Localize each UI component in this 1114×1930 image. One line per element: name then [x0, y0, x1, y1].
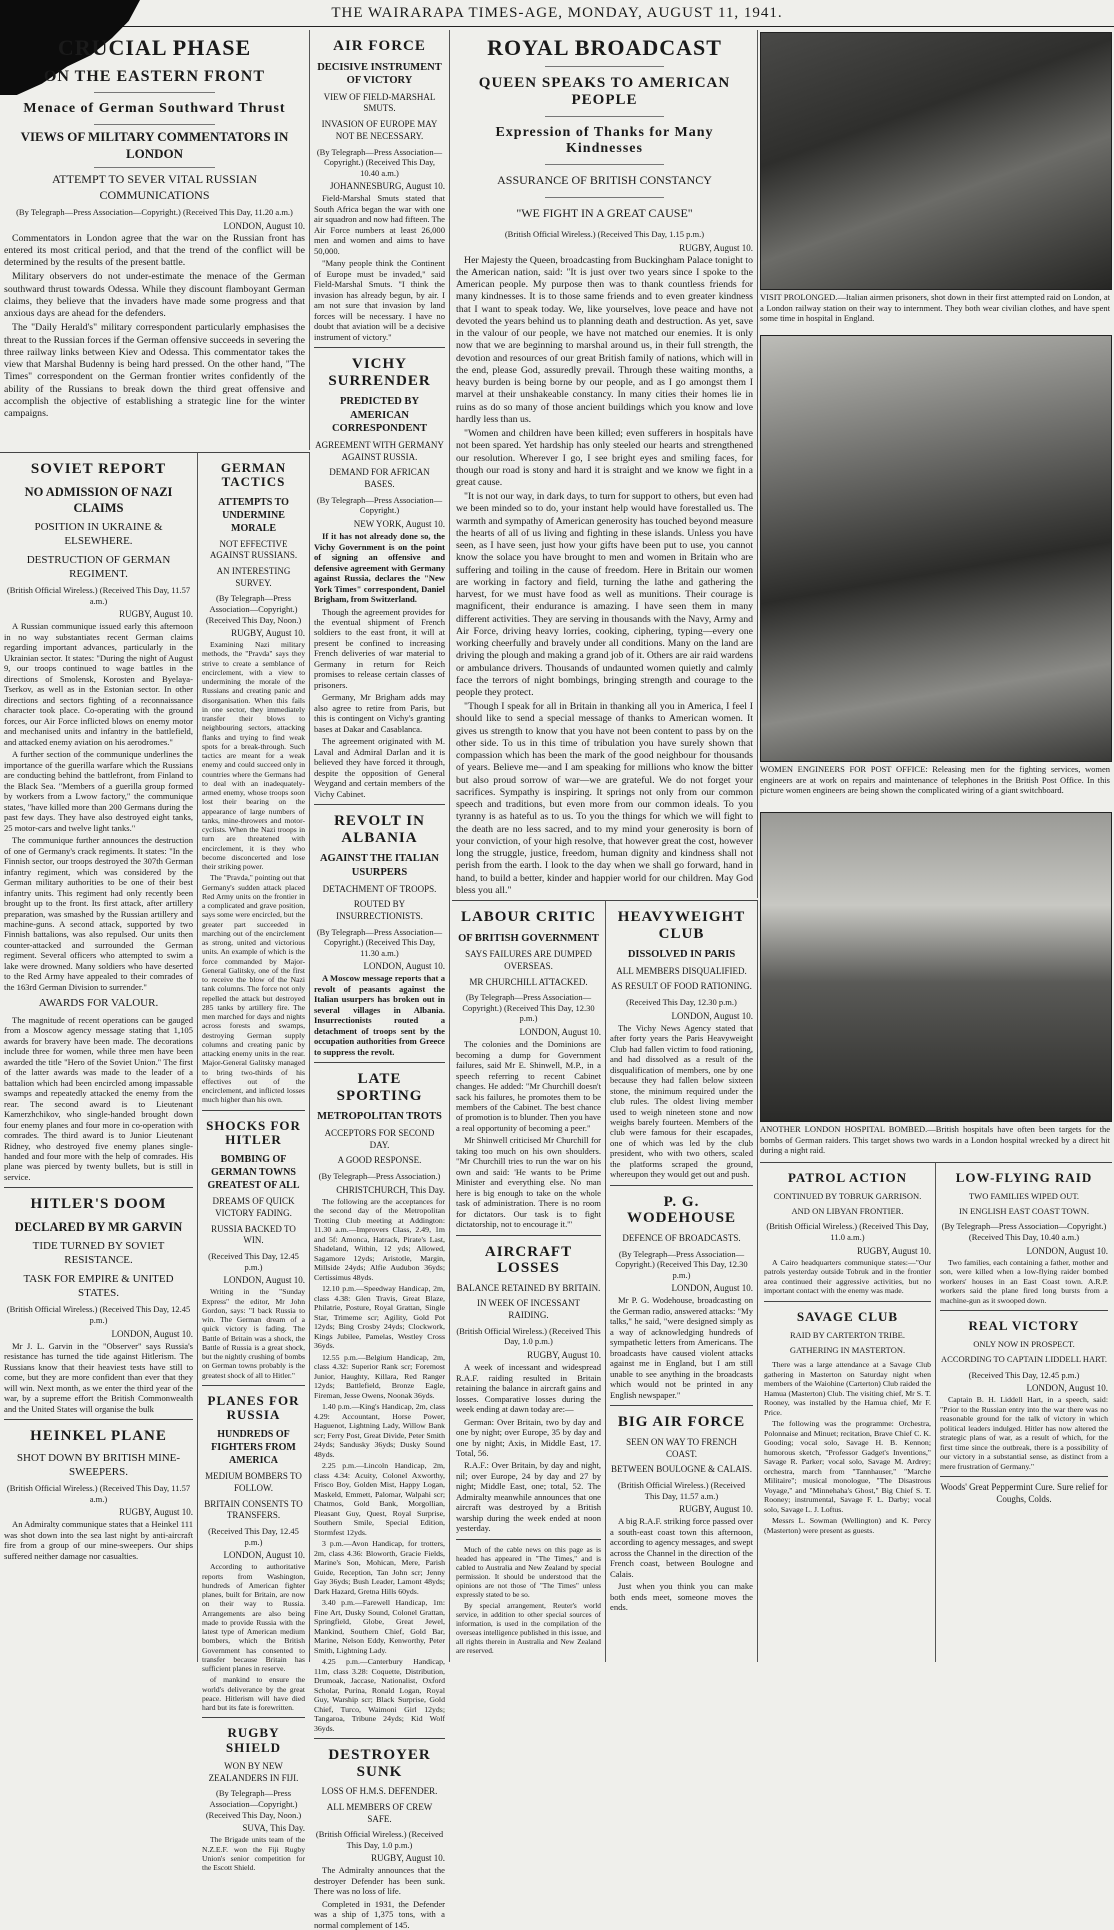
dateline: RUGBY, August 10.: [231, 628, 305, 639]
paragraph: 3 p.m.—Avon Handicap, for trotters, 2m, class 4.36: Bloworth, Gracie Fields, Marine's Son, Mohican, Mere, Parish Guide, Reception, Tan John scr; Jenny Gay 36yds; Bush Leader, Lamont 48yds; Dark Hazard, Gretna Hills 60yds.: [314, 1539, 445, 1596]
paragraph: Writing in the "Sunday Express" the editor, Mr John Gordon, says: "I back Russia to win. The German dream of a quick victory is fading. The Battle of Britain was a shock, the Battle of Russia is a great shock, but the nightly crushing of bombs on German towns probably is the greatest shock of all to Hitler.": [202, 1287, 305, 1380]
deck: POSITION IN UKRAINE & ELSEWHERE.: [34, 521, 163, 548]
headline: BIG AIR FORCE: [617, 1414, 746, 1431]
dateline: RUGBY, August 10.: [679, 242, 753, 253]
deck: NO ADMISSION OF NAZI CLAIMS: [24, 484, 173, 515]
deck: AN INTERESTING SURVEY.: [216, 565, 291, 588]
paragraph: Completed in 1931, the Defender was a ship of 1,375 tons, with a normal complement of 145.: [314, 1898, 445, 1930]
column-e: [606, 900, 758, 1662]
dateline: LONDON, August 10.: [223, 1550, 305, 1561]
column-b-content: [198, 452, 310, 1872]
photo-caption: VISIT PROLONGED.—Italian airmen prisoners, shot down in their first attempted raid on London, at a London railway station on their way to internment. They both wear civilian clothes, and have spent some time in hospital in England.: [760, 292, 1110, 324]
paragraph: Commentators in London agree that the war on the Russian front has entered its most critical period, and that the trend of the conflict will be determined by the results of the present battle.: [4, 232, 305, 269]
paragraph: A Cairo headquarters communique states:—"Our patrols yesterday outside Tobruk and in the frontier area continued their aggressive activities, but no important contact with the enemy was made.: [764, 1257, 931, 1296]
filler: Just when you think you can make both ends meet, someone moves the ends.: [610, 1581, 753, 1612]
paragraph: "Though I speak for all in Britain in thanking all you in America, I feel I should like to send a special message of thanks to American women. It gives us strength to know that you have not been content to pass by on the other side. To us in this time of tribulation you have surely shown that compassion which has been the mark of the good neighbour for thousands of years. Believe me—and I am speaking for millions who know the bitter but also proud sorrow of war—we are grateful. We do not forget your sacrifices. Sympathy is inspiring. It springs not only from our common speech and traditions, but even more from our common ideals. To you tyranny is as hateful as to us. To you the things for which we will fight to the death are no less sacred, and to my mind your generosity is born of your conviction, of your high resolve, that however great the cost, however long the struggle, justice, freedom, human dignity and kindness shall not perish from the earth. I look to the day when we shall go forward, hand in hand, to build a better, kinder and happier world for our children. May God bless you all.": [456, 701, 753, 896]
paragraph: The Vichy News Agency stated that after forty years the Paris Heavyweight Club had fallen victim to food rationing, and had dissolved as a result of the disqualification of members, one by one because they had fallen below sixteen stone, the minimum required under the club rules. The oldest living member used to weigh nineteen stone and now weighs barely fourteen. Members of the club were famous for their escapades, one of which was led by the club president, who with two others, scaled the platforms scraped the ground, whereupon they would get out and push.: [610, 1022, 753, 1180]
deck: DISSOLVED IN PARIS: [627, 949, 736, 960]
paragraph: 12.55 p.m.—Belgium Handicap, 2m, class 4.32: Superior Rank scr; Foremost Junior, Haughty, Killara, Red Ranger 12yds; Battlefield, Bronze Eagle, Fireman, Jesse Owens, Noonak 36yds.: [314, 1352, 445, 1400]
dateline: LONDON, August 10.: [671, 1010, 753, 1021]
headline: HEAVYWEIGHT CLUB: [617, 909, 746, 942]
deck: DECLARED BY MR GARVIN: [14, 1219, 183, 1234]
photo-hospital-bombed: [760, 812, 1112, 1122]
photo-women-engineers: [760, 335, 1112, 762]
headline: LABOUR CRITIC: [460, 909, 597, 925]
deck: SHOT DOWN BY BRITISH MINE-SWEEPERS.: [16, 1451, 181, 1478]
dateline: RUGBY, August 10.: [371, 1853, 445, 1864]
paragraph: A further section of the communique underlines the importance of the guerilla warfare which the Russians are conducting behind the battlefront, from Finland to the Black Sea. "Members of a guerilla group formed by workers from a Lwow factory," the communique states, "have killed more than 200 Germans during the past few days. They have also destroyed eight tanks, 25 motor-cars and twelve light tanks.": [4, 749, 193, 833]
paragraph: The communique further announces the destruction of one of Germany's crack regiments. It states: "In the Finnish sector, our troops destroyed the 307th German infantry regiment, which was considered by the German military authorities to be one of their best infantry units. This regiment had only recently been brought up to the front. Its first attack, after artillery preparation, was smashed by the Russian artillery and machine-guns. A second attack, supported by two Finnish battalions, was also repulsed. Our units then counter-attacked and surrounded the German regiment. Several officers who attempted to swim a lake were drowned. Many soldiers who have deserted to the Red Army have appealed to their comrades of the 163rd German Division to surrender.": [4, 835, 193, 992]
deck: AND ON LIBYAN FRONTIER.: [791, 1206, 904, 1217]
headline: DESTROYER SUNK: [328, 1747, 431, 1780]
headline: REVOLT IN ALBANIA: [334, 813, 425, 846]
deck: DESTRUCTION OF GERMAN REGIMENT.: [26, 553, 171, 580]
paragraph: The "Pravda," pointing out that Germany's sudden attack placed Red Army units on the frontier in a complicated and grave position, says some were encircled, but the greater part succeeded in marching out of the encirclement as strong, united and victorious units. An example of which is the force commanded by Major-General Galitsky, one of the first to receive the blow of the Nazi tank columns. The force not only repelled the attack but destroyed 285 tanks by artillery fire. The men marched for days and nights across forests and swamps, destroying German supply columns and creating panic by attacking enemy units in the rear. Major-General Galitsky managed to bring two-thirds of his effectives out of the encirclement, and inflicted losses much higher than his own.: [202, 873, 305, 1105]
paragraph: A week of incessant and widespread R.A.F. raiding resulted in Britain retaining the balance in aircraft gains and losses. Comparative losses during the week ending at dawn today are:—: [456, 1362, 601, 1415]
deck: METROPOLITAN TROTS: [317, 1111, 442, 1123]
credit: (British Official Wireless.) (Received This Day, 1.15 p.m.): [504, 229, 705, 240]
subheadline: ON THE EASTERN FRONT: [43, 68, 266, 86]
deck: OF BRITISH GOVERNMENT: [458, 932, 599, 944]
advertisement: Woods' Great Peppermint Cure. Sure relief for Coughs, Colds.: [940, 1482, 1108, 1504]
paragraph: Military observers do not under-estimate the menace of the German southward thrust towards Odessa. While they discount flamboyant German claims, they believe that the invaders have made some progress and that anxious days are ahead for the defenders.: [4, 271, 305, 320]
article-crucial-phase: [0, 30, 310, 450]
dateline: RUGBY, August 10.: [857, 1245, 931, 1256]
deck: MEDIUM BOMBERS TO FOLLOW.: [205, 1471, 302, 1494]
deck: DECISIVE INSTRUMENT OF VICTORY: [317, 61, 442, 87]
dateline: RUGBY, August 10.: [679, 1504, 753, 1515]
dateline: LONDON, August 10.: [111, 1328, 193, 1339]
paragraph: "Women and children have been killed; even sufferers in hospitals have not been spared. Yet hardship has only steeled our hearts and strengthened our resolution. Wherever I go, I see bright eyes and smiling faces, for though our road is stony and hard it is straight and we know we fight in a great cause.: [456, 428, 753, 488]
paragraph: 4.25 p.m.—Canterbury Handicap, 11m, class 3.28: Coquette, Distribution, Drumoak, Jaccase, Nationalist, Oxford Scholar, Purina, Ronald Logan, Royal Guy, Warship scr; Black Surprise, Gold Chief, Turco, Waimoni Girl 12yds; Tangaroa, Tribune 24yds; Kid Wolf 36yds.: [314, 1657, 445, 1733]
credit: (British Official Wireless.) (Received This Day, 11.57 a.m.): [6, 1483, 191, 1504]
deck: DEMAND FOR AFRICAN BASES.: [329, 467, 430, 490]
credit: (By Telegraph—Press Association—Copyright.) (Received This Day, 12.30 p.m.): [462, 992, 595, 1024]
headline: SHOCKS FOR HITLER: [206, 1117, 301, 1148]
dateline: RUGBY, August 10.: [119, 1507, 193, 1518]
deck: ROUTED BY INSURRECTIONISTS.: [336, 899, 423, 921]
credit: (British Official Wireless.) (Received This Day, 1.0 p.m.): [456, 1325, 601, 1347]
dateline: SUVA, This Day.: [242, 1823, 305, 1834]
paragraph: According to authoritative reports from Washington, hundreds of American fighter planes, built for Britain, are now on their way to Russia. Arrangements are also being made to provide Russia with the latest type of American medium bombers, which the British Government has consented to transfer because Britain has sufficient planes in reserve.: [202, 1562, 305, 1674]
photo-caption: WOMEN ENGINEERS FOR POST OFFICE: Releasing men for the fighting services, women engineers are at work on repairs and maintenance of telephones in the British Post Office. In this picture women engineers are being shown the complicated wiring of a giant switchboard.: [760, 764, 1110, 796]
deck: GATHERING IN MASTERTON.: [789, 1344, 906, 1355]
dateline: CHRISTCHURCH, This Day.: [336, 1184, 445, 1195]
credit: (Received This Day, 12.45 p.m.): [208, 1526, 299, 1547]
headline: HITLER'S DOOM: [30, 1196, 167, 1213]
headline: GERMAN TACTICS: [220, 460, 287, 490]
dateline: LONDON, August 10.: [519, 1027, 601, 1038]
credit: (By Telegraph—Press Association—Copyright.): [316, 494, 443, 516]
paragraph: 12.10 p.m.—Speedway Handicap, 2m, class 4.38: Glen Travis, Great Blaze, Philatrie, Posture, Royal Grattan, Single Star, Trimeme scr; Agility, Gold Pot 12yds; Bing Crosby 24yds; Clockwork, Kings Jubilee, Pamelas, Westley Cross 36yds.: [314, 1284, 445, 1351]
deck: ATTEMPTS TO UNDERMINE MORALE: [218, 496, 289, 534]
deck: SAYS FAILURES ARE DUMPED OVERSEAS.: [465, 949, 592, 971]
paragraph: R.A.F.: Over Britain, by day and night, nil; over Europe, 24 by day and 27 by night; Middle East, one; total, 52. The Admiralty meanwhile announces that one aircraft was destroyed by a British warship during the week ended at noon yesterday.: [456, 1460, 601, 1534]
column-f: [760, 1162, 936, 1662]
paragraph: Mr P. G. Wodehouse, broadcasting on the German radio, answered attacks: "My talks," he said, "were designed simply as a way of acknowledging hundreds of sympathetic letters from Americans. The broadcasts have caused violent attacks against me in England, but I am still unable to see anything in the broadcasts which would not be printed in any English newspaper.": [610, 1295, 753, 1400]
paragraph: 1.40 p.m.—King's Handicap, 2m, class 4.29: Accountant, Horse Power, Haguenot, Lightning Lady, Willow Bank scr; Ferry Post, Great Divide, Peter Smith 24yds; Sandusky 36yds; Dusky Sound 48yds.: [314, 1402, 445, 1459]
credit: (By Telegraph—Press Association—Copyright.) (Received This Day, 11.20 a.m.): [16, 207, 293, 218]
deck: ACCEPTORS FOR SECOND DAY.: [324, 1127, 435, 1150]
credit: (British Official Wireless.) (Received This Day, 11.0 a.m.): [766, 1221, 929, 1243]
photo-caption: ANOTHER LONDON HOSPITAL BOMBED.—British hospitals have often been targets for the bombs of German raiders. This target shows two wards in a London hospital wrecked by a direct hit during a night raid.: [760, 1124, 1110, 1156]
paragraph: Messrs L. Sowman (Wellington) and K. Percy (Masterton) were present as guests.: [764, 1516, 931, 1535]
deck: BETWEEN BOULOGNE & CALAIS.: [611, 1464, 752, 1475]
deck-3: ATTEMPT TO SEVER VITAL RUSSIAN COMMUNICATIONS: [51, 171, 258, 202]
deck: A GOOD RESPONSE.: [337, 1155, 422, 1166]
paragraph: The colonies and the Dominions are becoming a dump for Government failures, said Mr E. Shinwell, M.P., in a speech referring to recent Cabinet changes. He added: "Mr Churchill doesn't sack his failures, he promotes them to be members of the Cabinet. The best chance of promotion is to blunder. Then you have a real opportunity of becoming a peer.": [456, 1039, 601, 1133]
paragraph: The following are the acceptances for the second day of the Metropolitan Trotting Club meeting at Addington: 11.30 a.m.—Improvers Class, 2.49, 1m and 5f: Amonca, Hatrack, Pirate's Last, Shadeland, Within, 12 yds; Allowed, Sagamore 12yds; Aristotle, Margin, Millside 24yds; Alfie Audubon 36yds; Certissimus 48yds.: [314, 1196, 445, 1282]
article-royal-broadcast: [452, 30, 758, 898]
deck: HUNDREDS OF FIGHTERS FROM AMERICA: [211, 1429, 296, 1467]
subheadline: QUEEN SPEAKS TO AMERICAN PEOPLE: [478, 75, 731, 108]
notice: By special arrangement, Reuter's world service, in addition to other special sources of information, is used in the compilation of the overseas intelligence published in this issue, and all rights therein in Australia and New Zealand are reserved.: [456, 1601, 601, 1656]
deck: SEEN ON WAY TO FRENCH COAST.: [626, 1436, 737, 1459]
masthead: THE WAIRARAPA TIMES-AGE, MONDAY, AUGUST 11, 1941.: [0, 0, 1114, 27]
deck: ALL MEMBERS DISQUALIFIED.: [616, 965, 747, 976]
deck: CONTINUED BY TOBRUK GARRISON.: [773, 1191, 922, 1202]
deck: TASK FOR EMPIRE & UNITED STATES.: [23, 1272, 174, 1300]
headline: AIR FORCE: [333, 38, 426, 54]
dateline: LONDON, August 10.: [363, 961, 445, 972]
dateline: LONDON, August 10.: [223, 220, 305, 231]
headline: REAL VICTORY: [968, 1318, 1080, 1334]
deck-3: "WE FIGHT IN A GREAT CAUSE": [516, 205, 693, 220]
credit: (Received This Day, 12.45 p.m.): [968, 1369, 1080, 1380]
headline: PATROL ACTION: [787, 1170, 908, 1185]
deck: MR CHURCHILL ATTACKED.: [469, 976, 588, 987]
deck: IN ENGLISH EAST COAST TOWN.: [959, 1206, 1089, 1217]
deck: WON BY NEW ZEALANDERS IN FIJI.: [208, 1761, 299, 1783]
paragraph: A big R.A.F. striking force passed over a south-east coast town this afternoon, according to agency messages, and swept across the Channel in the direction of the French coast, between Boulogne and Calais.: [610, 1516, 753, 1579]
credit: (Received This Day, 12.30 p.m.): [626, 997, 737, 1008]
headline: P. G. WODEHOUSE: [626, 1193, 737, 1227]
paragraph: "It is not our way, in dark days, to turn for support to others, but even had we been minded so to do, your instant help would have forestalled us. The warmth and sympathy of American generosity has touched beyond measure the hearts of all of us living and fighting in these islands. Unless you have seen, as I have seen, just how your gifts have been put to use, you cannot know the solace you have brought to men and women in Britain who are suffering and toiling in the cause of freedom. Here in Britain our women are working in factory and field, turning the lathe and gathering the harvest, for we must have food as well as munitions. Their courage is magnificent, their endurance is amazing. I have seen them in many different activities. They are serving in thousands with the Navy, Army and Air Force, driving heavy lorries, cooking, ciphering, typing—every one working cheerfully and bravely under all conditions. Many on the land are driving the plough and making a grand job of it. Others are air raid wardens or ambulance drivers. Thousands of undaunted women quietly and calmly face the terrors of night bombings, bringing strength and courage to the people they protect.: [456, 491, 753, 698]
credit: (By Telegraph—Press Association—Copyright.) (Received This Day, 11.30 a.m.): [316, 926, 443, 958]
column-a: [0, 452, 198, 1662]
paragraph: A Moscow message reports that a revolt of peasants against the Italian usurpers has broken out in several villages in Albania. Insurrectionists routed a detachment of troops sent by the occupation authorities from Greece to suppress the revolt.: [314, 973, 445, 1057]
paragraph: Field-Marshal Smuts stated that South Africa began the war with one air squadron and now had fifteen. The Air Force numbers at least 26,000 men and women and aims to have 50,000.: [314, 193, 445, 256]
paragraph: 3.40 p.m.—Farewell Handicap, 1m: Fine Art, Dusky Sound, Colonel Grattan, Springfield, Globe, Great Jewel, Mankind, Southern Chief, Gold Bar, Marine, Nelson Eddy, Kenworthy, Peter Smith, Lightning Lady.: [314, 1598, 445, 1655]
deck: IN WEEK OF INCESSANT RAIDING.: [476, 1298, 581, 1321]
paragraph: of mankind to ensure the world's deliverance by the great peace. Hitlerism will have died hard but its fate is forewritten.: [202, 1675, 305, 1713]
column-d: [452, 900, 606, 1662]
paragraph: Mr Shinwell criticised Mr Churchill for taking too much on his own shoulders. "Mr Churchill tries to run the war on his own and said: 'He wants to be Prime Minister and everything else. No man here is big enough to take on the whole task of administration. There is no room for dictators. Our task is to fight dictatorship, not to encourage it.'": [456, 1135, 601, 1230]
deck: BALANCE RETAINED BY BRITAIN.: [456, 1282, 601, 1293]
credit: (By Telegraph—Press Association—Copyright.) (Received This Day, Noon.): [205, 1788, 302, 1820]
paragraph: If it has not already done so, the Vichy Government is on the point of signing an offensive and defensive agreement with Germany against Russia, declares the "New York Times" correspondent, Daniel Brigham, from Switzerland.: [314, 531, 445, 605]
paragraph: The Admiralty announces that the destroyer Defender has been sunk. There was no loss of life.: [314, 1865, 445, 1897]
notice: Much of the cable news on this page as is headed has appeared in "The Times," and is cabled to Australia and New Zealand by special permission. It should be understood that the opinions are not those of "The Times" unless expressly stated to be so.: [456, 1544, 601, 1600]
paragraph: German: Over Britain, two by day and one by night; over Europe, 35 by day and one by night; Axis, in Middle East, 17. Total, 56.: [456, 1416, 601, 1458]
deck: Expression of Thanks for Many Kindnesses: [495, 125, 714, 156]
paragraph: Two families, each containing a father, mother and son, were killed when a low-flying raider bombed workers' houses in an East Coast town. A.R.P. workers said the plane fired long bursts from a machine-gun as it swooped down.: [940, 1257, 1108, 1305]
deck: DREAMS OF QUICK VICTORY FADING.: [212, 1196, 295, 1218]
credit: (By Telegraph—Press Association.): [318, 1171, 441, 1182]
credit: (British Official Wireless.) (Received This Day, 11.57 a.m.): [617, 1479, 746, 1501]
dateline: RUGBY, August 10.: [119, 609, 193, 620]
paragraph: The magnitude of recent operations can be gauged from a Moscow agency message stating that 1,105 awards for bravery have been made. The decorations include three for women, while three men have been awarded the title "Hero of the Soviet Union." The first of the latter awards was made to the leader of a battalion which had been encircled among impassable swamps and repeatedly attacked the enemy from the rear. The second award is to Lieutenant Kamerzhchikov, who single-handed brought down four enemy planes and four more in co-operation with comrades. The third award is to Junior Lieutenant Ridney, who destroyed five enemy planes single-handed and four more with the help of comrades. His plane was pierced by twenty bullets, but is still in service.: [4, 1014, 193, 1182]
headline: SOVIET REPORT: [30, 461, 167, 477]
deck: ACCORDING TO CAPTAIN LIDDELL HART.: [941, 1354, 1107, 1365]
deck: DETACHMENT OF TROOPS.: [322, 883, 437, 894]
column-g: [936, 1162, 1112, 1662]
paragraph: Though the agreement provides for the eventual shipment of French soldiers to the east front, it will at present be confined to increasing French deliveries of war material to Germany in return for Reich promises to release certain classes of prisoners.: [314, 606, 445, 690]
crosshead: AWARDS FOR VALOUR.: [38, 997, 159, 1010]
credit: (British Official Wireless.) (Received This Day, 1.0 p.m.): [315, 1829, 444, 1850]
paragraph: The agreement originated with M. Laval and Admiral Darlan and it is believed they have forced it through, despite the opposition of General Weygand and certain members of the Vichy Cabinet.: [314, 736, 445, 799]
paragraph: 2.25 p.m.—Lincoln Handicap, 2m, class 4.34: Acuity, Colonel Axworthy, Frisco Boy, Golden Mist, Happy Logan, Maskeld, Emmett, Palomar, Walpahi scr; Chatmos, Gold Bank, Morgollian, Pleasant Guy, Quest, Royal Surprise, Southern Smile, Special Edition, Stormfest 12yds.: [314, 1461, 445, 1537]
deck: AGREEMENT WITH GERMANY AGAINST RUSSIA.: [315, 440, 444, 462]
paragraph: Examining Nazi military methods, the "Pravda" says they strive to create a semblance of encirclement, with a view to undermining the morale of the Russians and creating panic and disorganisation. When this fails in one sector, they immediately transfer their blows to neighbouring sectors, attacking flanks and trying to find weak spots for a break-through. Such tactics are meant for a weak enemy and could succeed only in countries where the Germans had to deal with an inadequately-armed enemy, whose troops soon lost their bearing on the appearance of large numbers of tanks, mine-throwers and motor-cyclists. When the Nazi troops in turn are threatened with encirclement, it is they who become disconcerted and lose their striking power.: [202, 640, 305, 872]
credit: (By Telegraph—Press Association—Copyright.) (Received This Day, 12.30 p.m.): [615, 1248, 748, 1280]
photo-italian-airmen: [760, 32, 1112, 290]
credit: (By Telegraph—Press Association—Copyright.) (Received This Day, 10.40 a.m.): [316, 146, 443, 178]
dateline: LONDON, August 10.: [223, 1275, 305, 1286]
paragraph: Mr J. L. Garvin in the "Observer" says Russia's resistance has turned the tide against Hitlerism. The Russians know that their heaviest tests have still to come, but they are more confident than ever that they will win. Next month, as we enter the third year of the war, by a supreme effort the British Commonwealth and the United States will organise the bulk: [4, 1340, 193, 1414]
paragraph: "Many people think the Continent of Europe must be invaded," said Field-Marshal Smuts. "I think the invasion has already begun, by air. I am not sure that invasion by land forces will be necessary. I have no doubt that aviation will be a decisive instrument of victory.": [314, 258, 445, 342]
dateline: LONDON, August 10.: [671, 1283, 753, 1294]
headline: RUGBY SHIELD: [225, 1725, 282, 1755]
deck: RUSSIA BACKED TO WIN.: [211, 1223, 296, 1246]
headline: LOW-FLYING RAID: [955, 1170, 1093, 1185]
dateline: RUGBY, August 10.: [527, 1350, 601, 1361]
deck: VIEW OF FIELD-MARSHAL SMUTS.: [323, 91, 436, 114]
paragraph: The following was the programme: Orchestra, Polonnaise and Minuet; recitation, Brave Chief C. K. Gooding; vocal solo, Savage H. B. Kennon; humorous sketch, "Professor Gadget's Inventions," Savage R. Parker; vocal solo, Savage M. Ardrey; orchestra, march from "Tannhauser," "Marche Militaire"; musical monologue, "The Disastrous Voyage," and "Minnehaha's Ghost," Big Chief S. T. Rooney; instrumental, Savage F. L. Darby; vocal solo, Savage L. J. Loftus.: [764, 1419, 931, 1514]
paragraph: A Russian communique issued early this afternoon in no way substantiates recent German claims regarding important advances, particularly in the Ukrainian sector. It states: "During the night of August 9, our troops continued to wage battles in the directions of Smolensk, Korosten and Byelaya-Tserkov, as well as in the Estonian sector. In other directions and sectors fighting of a reconnaissance character took place. Co-operating with the ground forces, our Air Force inflicted blows on enemy motor and mechanised units and infantry in the battlefield, and attacked enemy aviation on his aerodromes.": [4, 621, 193, 747]
credit: (By Telegraph—Press Association—Copyright.) (Received This Day, 10.40 a.m.): [941, 1221, 1107, 1243]
deck: BRITAIN CONSENTS TO TRANSFERS.: [204, 1498, 303, 1521]
deck: INVASION OF EUROPE MAY NOT BE NECESSARY.: [321, 119, 438, 141]
paragraph: The "Daily Herald's" military correspondent particularly emphasises the threat to the Russian forces if the German offensive succeeds in severing the three railway links between Kiev and Odessa. This commentator takes the view that Marshal Budenny is being hard pressed. On the other hand, "The Times" correspondent on the German frontier writes confidently of the ability of the Russians to break down the third great offensive and accomplish the objective of establishing a strategic line for the winter campaigns.: [4, 322, 305, 420]
deck: RAID BY CARTERTON TRIBE.: [790, 1329, 905, 1340]
deck: AS RESULT OF FOOD RATIONING.: [611, 981, 752, 992]
deck: TWO FAMILIES WIPED OUT.: [968, 1191, 1079, 1202]
headline: SAVAGE CLUB: [796, 1308, 899, 1324]
deck: ALL MEMBERS OF CREW SAFE.: [326, 1801, 433, 1824]
deck: PREDICTED BY AMERICAN CORRESPONDENT: [331, 396, 428, 435]
dateline: NEW YORK, August 10.: [353, 519, 445, 530]
credit: (Received This Day, 12.45 p.m.): [208, 1251, 299, 1272]
headline: HEINKEL PLANE: [30, 1428, 167, 1445]
dateline: LONDON, August 10.: [1026, 1245, 1108, 1256]
paragraph: Her Majesty the Queen, broadcasting from Buckingham Palace tonight to the American nation, said: "It is just over two years since I spoke to the American people. My purpose then was to thank countless friends for many kindnesses. It is to those same friends and to even greater kindness that I want to speak today. We, like yourselves, love peace and have not devoted the years behind us to planning death and destruction. As yet, save in the valour of our people, we have not matched our enemies. It is only now that we are beginning to marshal around us, in their full strength, the devotion and resources of our great British family of nations, which will in the end, please God, assuredly prevail. Through these waiting months, a heavy burden is being borne by our people, and as I go amongst them I marvel at their unshakeable constancy. In many cities their homes lie in ruins as do so many of those ancient buildings which you know and love hardly less than us.: [456, 254, 753, 425]
deck: TIDE TURNED BY SOVIET RESISTANCE.: [32, 1240, 165, 1267]
credit: (By Telegraph—Press Association—Copyright.) (Received This Day, Noon.): [205, 593, 302, 625]
deck: AGAINST THE ITALIAN USURPERS: [319, 853, 440, 878]
paragraph: Captain B. H. Liddell Hart, in a speech, said: "Prior to the Russian entry into the war there was no reasonable ground for the talk of victory in which political leaders indulged. Hitler has now altered the strategic plans of war, as a result of which, for the first time since the outbreak, there is a possibility of our victory in a substantial sense, as distinct from a mere frustration of Germany.": [940, 1395, 1108, 1471]
deck-2: ASSURANCE OF BRITISH CONSTANCY: [497, 172, 712, 187]
headline: LATE SPORTING: [336, 1071, 423, 1104]
credit: (British Official Wireless.) (Received This Day, 11.57 a.m.): [6, 585, 191, 606]
deck: Menace of German Southward Thrust: [23, 100, 286, 116]
dateline: JOHANNESBURG, August 10.: [329, 181, 445, 192]
paragraph: An Admiralty communique states that a Heinkel 111 was shot down into the sea last night by anti-aircraft fire from a group of our mine-sweepers. Our ships suffered neither damage nor casualties.: [4, 1519, 193, 1561]
headline: CRUCIAL PHASE: [57, 35, 252, 60]
paragraph: The Brigade units team of the N.Z.E.F. won the Fiji Rugby Union's senior competition for the Escott Shield.: [202, 1835, 305, 1872]
deck: BOMBING OF GERMAN TOWNS GREATEST OF ALL: [207, 1154, 300, 1192]
dateline: LONDON, August 10.: [1026, 1383, 1108, 1394]
headline: VICHY SURRENDER: [328, 356, 431, 389]
deck: LOSS OF H.M.S. DEFENDER.: [321, 1786, 438, 1797]
deck: DEFENCE OF BROADCASTS.: [622, 1232, 741, 1243]
column-c: [310, 30, 450, 1930]
paragraph: Germany, Mr Brigham adds may also agree to retire from Paris, but this is contingent on Vichy's granting bases at Dakar and Casablanca.: [314, 692, 445, 734]
deck: ONLY NOW IN PROSPECT.: [973, 1339, 1075, 1350]
headline: PLANES FOR RUSSIA: [207, 1392, 300, 1423]
credit: (British Official Wireless.) (Received This Day, 12.45 p.m.): [6, 1304, 191, 1325]
deck: NOT EFFECTIVE AGAINST RUSSIANS.: [209, 538, 298, 561]
deck-2: VIEWS OF MILITARY COMMENTATORS IN LONDON: [20, 129, 289, 162]
paragraph: There was a large attendance at a Savage Club gathering in Masterton on Saturday night when members of the Waiohine (Carterton) Club raided the Hamua (Masterton) Club. The visiting chief, Mr S. T. Rooney, was installed by the Hamua chief, Mr F. Price.: [764, 1360, 931, 1417]
headline: AIRCRAFT LOSSES: [484, 1243, 573, 1277]
headline: ROYAL BROADCAST: [487, 35, 722, 60]
